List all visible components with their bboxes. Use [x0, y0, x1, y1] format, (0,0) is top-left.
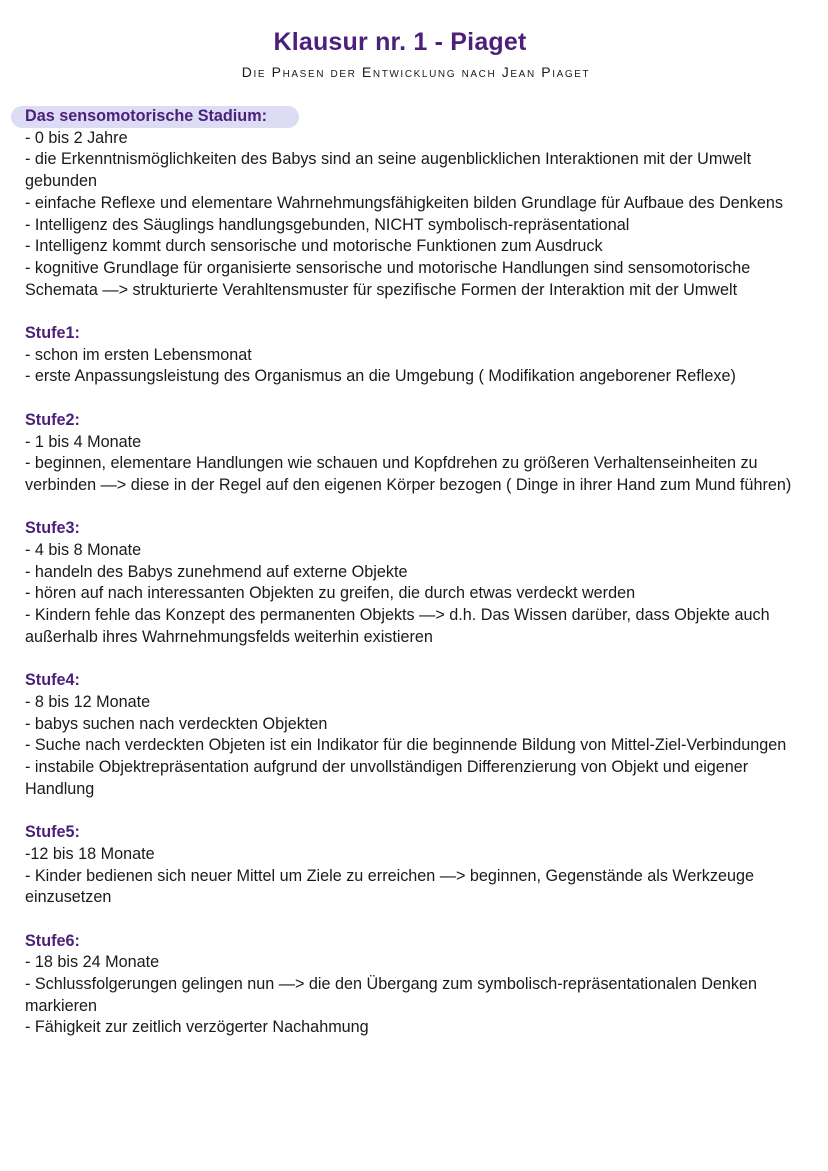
bullet-line: - Intelligenz kommt durch sensorische und motorische Funktionen zum Ausdruck	[25, 237, 603, 256]
section-heading: Stufe2:	[25, 410, 80, 429]
section-heading: Stufe6:	[25, 931, 80, 950]
section-sensomotorisches-stadium	[25, 106, 795, 301]
section-stufe2	[25, 410, 795, 497]
bullet-line: - 4 bis 8 Monate	[25, 541, 142, 560]
bullet-line: - schon im ersten Lebensmonat	[25, 345, 252, 364]
bullet-line: - instabile Objektrepräsentation aufgrund der unvollständigen Differenzierung von Objekt und eigener Handlung	[25, 758, 749, 798]
bullet-line: - 8 bis 12 Monate	[25, 692, 151, 711]
bullet-line: - Intelligenz des Säuglings handlungsgebunden, NICHT symbolisch-repräsentational	[25, 215, 630, 234]
section-heading: Stufe5:	[25, 823, 80, 842]
section-heading: Stufe4:	[25, 671, 80, 690]
document-body	[25, 106, 795, 1061]
page-subtitle: Die Phasen der Entwicklung nach Jean Piaget	[241, 64, 591, 80]
bullet-line: - 1 bis 4 Monate	[25, 432, 142, 451]
bullet-line: - die Erkenntnismöglichkeiten des Babys sind an seine augenblicklichen Interaktionen mit der Umwelt gebunden	[25, 150, 752, 191]
bullet-line: - hören auf nach interessanten Objekten zu greifen, die durch etwas verdeckt werden	[25, 584, 636, 603]
bullet-line: - Suche nach verdeckten Objeten ist ein Indikator für die beginnende Bildung von Mittel-Ziel-Verbindungen	[25, 736, 787, 755]
section-stufe6	[25, 931, 795, 1040]
bullet-line: -12 bis 18 Monate	[25, 844, 155, 863]
section-stufe1	[25, 323, 795, 388]
bullet-line: - 0 bis 2 Jahre	[25, 128, 128, 147]
section-heading: Das sensomotorische Stadium:	[11, 106, 299, 128]
bullet-line: - Schlussfolgerungen gelingen nun —> die den Übergang zum symbolisch-repräsentationalen Denken markieren	[25, 975, 758, 1015]
bullet-line: - Kinder bedienen sich neuer Mittel um Ziele zu erreichen —> beginnen, Gegenstände als Werkzeuge einzusetzen	[25, 866, 755, 907]
page-title: Klausur nr. 1 - Piaget	[273, 28, 527, 56]
bullet-line: - Kindern fehle das Konzept des permanenten Objekts —> d.h. Das Wissen darüber, dass Objekte auch außerhalb ihres Wahrnehmungsfelds weiterhin existieren	[25, 606, 770, 646]
section-heading: Stufe3:	[25, 519, 80, 538]
bullet-line: - Fähigkeit zur zeitlich verzögerter Nachahmung	[25, 1018, 369, 1037]
section-heading: Stufe1:	[25, 324, 80, 343]
section-stufe5	[25, 822, 795, 909]
bullet-line: - kognitive Grundlage für organisierte sensorische und motorische Handlungen sind sensomotorische Schemata —> strukturierte Verahltensmuster für spezifische Formen der Interaktion mit der Umwelt	[25, 258, 751, 299]
bullet-line: - handeln des Babys zunehmend auf externe Objekte	[25, 562, 408, 581]
bullet-line: - erste Anpassungsleistung des Organismus an die Umgebung ( Modifikation angeborener Reflexe)	[25, 367, 736, 386]
section-stufe3	[25, 518, 795, 648]
bullet-line: - einfache Reflexe und elementare Wahrnehmungsfähigkeiten bilden Grundlage für Aufbaue des Denkens	[25, 193, 783, 212]
bullet-line: - babys suchen nach verdeckten Objekten	[25, 714, 328, 733]
bullet-line: - beginnen, elementare Handlungen wie schauen und Kopfdrehen zu größeren Verhaltenseinheiten zu verbinden —> diese in der Regel auf den eigenen Körper bezogen ( Dinge in ihrer Hand zum Mund führen)	[25, 454, 792, 494]
section-stufe4	[25, 670, 795, 800]
bullet-line: - 18 bis 24 Monate	[25, 953, 160, 972]
